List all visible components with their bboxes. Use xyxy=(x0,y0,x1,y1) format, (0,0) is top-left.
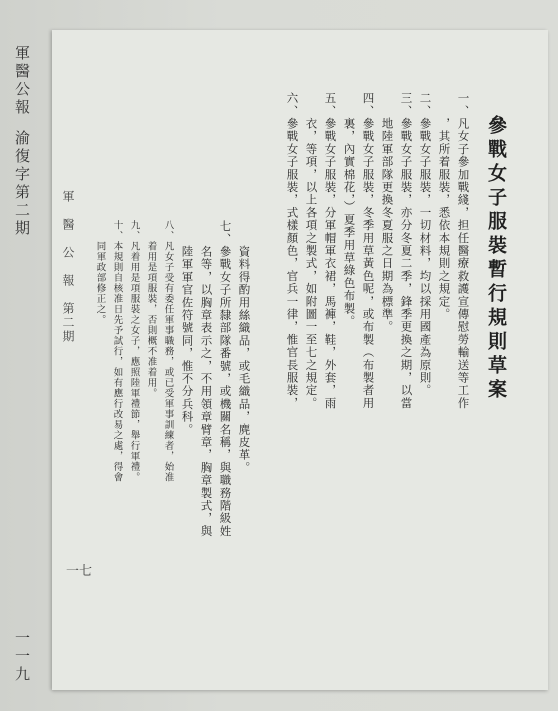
clause-line: 七、參戰女子所隸部隊番號，或機關名稱，與職務階級姓 xyxy=(218,220,233,538)
document-title: 參戰女子服裝暫行規則草案 xyxy=(485,115,507,403)
clause-line: 名等，以胸章表示之，不用領章臂章，胸章製式，與 xyxy=(199,220,214,538)
outer-page-number: 一一九 xyxy=(13,630,31,684)
clause-line: 陸軍軍官佐符號同，惟不分兵科。 xyxy=(180,220,195,436)
inner-page-number: 一七 xyxy=(66,564,93,579)
outer-issue-label: 渝復字第二期 xyxy=(13,130,31,238)
clause-line: 三、參戰女子服裝，亦分冬夏二季，鋒季更換之期，以當 xyxy=(399,92,414,410)
clause-line: 裏，內實棉花，）夏季用草綠色布製。 xyxy=(342,92,357,328)
clause-line: 一、凡女子參加戰綫，担任醫療救護宣傳慰勞輸送等工作 xyxy=(456,92,471,410)
clause-line: ，其所着服裝，悉依本規則之規定。 xyxy=(437,92,452,321)
clause-line: 五、參戰女子服裝，分軍帽軍衣裙，馬褲，鞋，外套，雨 xyxy=(323,92,338,410)
clause-line: 八、凡女子受有委任軍事職務，或已受軍事訓練者，始准 xyxy=(162,220,174,483)
clause-line: 衣，等項，以上各項之製式，如附圖一至七之規定。 xyxy=(304,92,319,410)
inner-page xyxy=(52,30,548,690)
outer-journal-title: 軍醫公報 xyxy=(13,45,31,117)
clause-line: 六、參戰女子服裝，式樣顏色，官兵一律，惟官長服裝， xyxy=(285,92,300,410)
clause-line: 十、本規則自核准日先予試行，如有應行改易之處，得會 xyxy=(111,220,123,483)
clause-line: 資料得酌用絲織品，或毛織品，麂皮革。 xyxy=(237,220,252,474)
clause-line: 同軍政部修正之。 xyxy=(94,220,106,325)
clause-line: 九、凡着用是項服裝之女子，應照陸軍禮節，舉行軍禮。 xyxy=(128,220,140,483)
clause-line: 着用是項服裝，否則概不准着用。 xyxy=(145,220,157,399)
inner-running-header: 軍 醫 公 報 第二期 xyxy=(61,190,75,344)
clause-line: 地陸軍部隊更換冬夏服之日期為標準。 xyxy=(380,92,395,334)
clause-line: 四、參戰女子服裝，冬季用草黃色呢，或布製（布製者用 xyxy=(361,92,376,410)
clause-line: 二、參戰女子服裝，一切材料，均以採用國產為原則。 xyxy=(418,92,433,397)
